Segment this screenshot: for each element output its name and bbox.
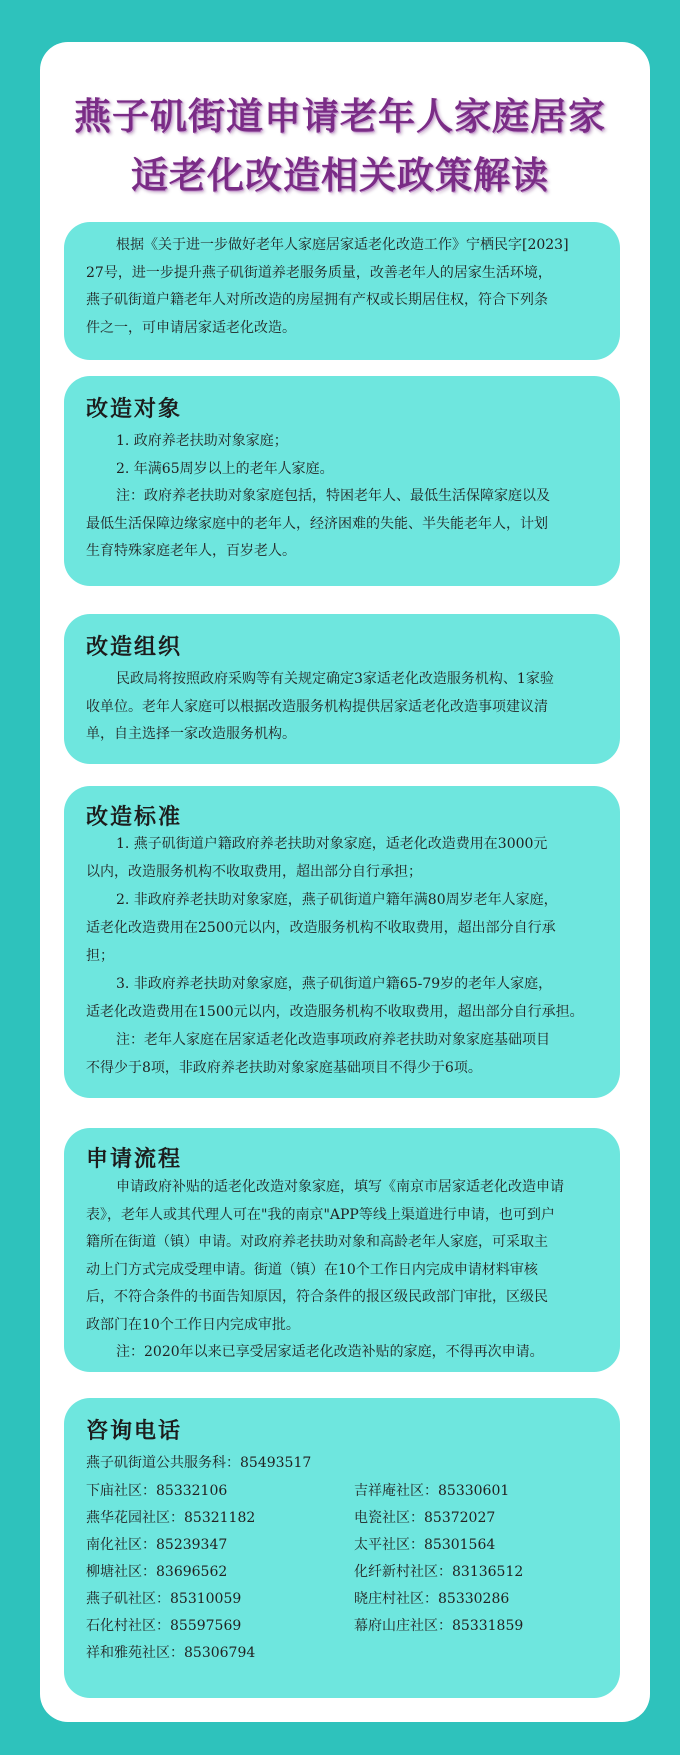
intro-line: 燕子矶街道户籍老年人对所改造的房屋拥有产权或长期居住权，符合下列条	[86, 292, 548, 308]
target-line: 2. 年满65周岁以上的老年人家庭。	[116, 460, 334, 477]
section-heading-contact: 咨询电话	[86, 1419, 183, 1444]
contact-item: 燕子矶社区：85310059	[86, 1591, 242, 1607]
contact-item: 电瓷社区：85372027	[354, 1510, 496, 1526]
page-title-line-1: 燕子矶街道申请老年人家庭居家	[74, 95, 606, 138]
process-line: 注：2020年以来已享受居家适老化改造补贴的家庭，不得再次申请。	[116, 1344, 544, 1360]
contact-item: 晓庄村社区：85330286	[354, 1591, 510, 1607]
standard-line: 不得少于8项，非政府养老扶助对象家庭基础项目不得少于6项。	[86, 1060, 482, 1076]
intro-box	[64, 222, 620, 360]
section-heading-standard: 改造标准	[86, 805, 183, 830]
process-line: 后，不符合条件的书面告知原因，符合条件的报区级民政部门审批，区级民	[86, 1289, 548, 1305]
target-box	[64, 376, 620, 586]
contact-item: 燕华花园社区：85321182	[86, 1510, 256, 1526]
process-line: 动上门方式完成受理申请。街道（镇）在10个工作日内完成申请材料审核	[86, 1261, 538, 1278]
section-heading-process: 申请流程	[86, 1147, 183, 1172]
process-text	[86, 1174, 602, 1367]
page-title-line-2: 适老化改造相关政策解读	[131, 154, 549, 197]
standard-line: 1. 燕子矶街道户籍政府养老扶助对象家庭，适老化改造费用在3000元	[116, 836, 548, 852]
contact-item: 南化社区：85239347	[86, 1537, 228, 1553]
target-line: 1. 政府养老扶助对象家庭；	[116, 433, 288, 449]
contact-item: 幕府山庄社区：85331859	[354, 1618, 524, 1634]
org-box	[64, 614, 620, 764]
contact-item: 下庙社区：85332106	[86, 1483, 228, 1499]
contact-item: 柳塘社区：83696562	[86, 1564, 228, 1580]
public-service-phone: 燕子矶街道公共服务科：85493517	[86, 1455, 312, 1471]
org-line: 单，自主选择一家改造服务机构。	[86, 726, 296, 742]
contact-item: 化纤新村社区：83136512	[354, 1564, 524, 1580]
standard-line: 适老化改造费用在1500元以内，改造服务机构不收取费用，超出部分自行承担。	[86, 1004, 584, 1020]
process-box	[64, 1128, 620, 1372]
contact-item: 石化村社区：85597569	[86, 1618, 242, 1634]
org-line: 收单位。老年人家庭可以根据改造服务机构提供居家适老化改造事项建议清	[86, 698, 548, 715]
section-heading-org: 改造组织	[86, 635, 183, 660]
org-text	[86, 666, 602, 749]
org-line: 民政局将按照政府采购等有关规定确定3家适老化改造服务机构、1家验	[116, 671, 554, 687]
standard-line: 适老化改造费用在2500元以内，改造服务机构不收取费用，超出部分自行承	[86, 920, 556, 936]
process-line: 申请政府补贴的适老化改造对象家庭，填写《南京市居家适老化改造申请	[116, 1179, 564, 1195]
target-text	[86, 428, 602, 566]
contact-item: 太平社区：85301564	[354, 1537, 496, 1553]
section-heading-target: 改造对象	[86, 397, 183, 422]
intro-line: 根据《关于进一步做好老年人家庭居家适老化改造工作》宁栖民字[2023]	[116, 237, 569, 253]
standard-line: 担；	[86, 948, 114, 964]
standard-line: 注：老年人家庭在居家适老化改造事项政府养老扶助对象家庭基础项目	[116, 1032, 550, 1048]
process-line: 表》，老年人或其代理人可在"我的南京"APP等线上渠道进行申请，也可到户	[86, 1206, 555, 1223]
standard-box	[64, 786, 620, 1098]
contact-item: 吉祥庵社区：85330601	[354, 1483, 510, 1499]
target-line: 生育特殊家庭老年人，百岁老人。	[86, 543, 296, 559]
target-line: 最低生活保障边缘家庭中的老年人，经济困难的失能、半失能老年人，计划	[86, 515, 548, 532]
process-line: 政部门在10个工作日内完成审批。	[86, 1316, 300, 1333]
process-line: 籍所在街道（镇）申请。对政府养老扶助对象和高龄老年人家庭，可采取主	[86, 1234, 548, 1250]
intro-line: 27号，进一步提升燕子矶街道养老服务质量，改善老年人的居家生活环境，	[86, 264, 552, 281]
intro-text	[86, 232, 602, 342]
intro-line: 件之一，可申请居家适老化改造。	[86, 319, 296, 336]
standard-text	[86, 830, 602, 1082]
target-line: 注：政府养老扶助对象家庭包括，特困老年人、最低生活保障家庭以及	[116, 488, 550, 504]
standard-line: 以内，改造服务机构不收取费用，超出部分自行承担；	[86, 864, 422, 880]
contact-item: 祥和雅苑社区：85306794	[86, 1645, 256, 1661]
standard-line: 2. 非政府养老扶助对象家庭，燕子矶街道户籍年满80周岁老年人家庭，	[116, 892, 558, 908]
contact-box	[64, 1398, 620, 1698]
standard-line: 3. 非政府养老扶助对象家庭，燕子矶街道户籍65-79岁的老年人家庭，	[116, 976, 553, 992]
